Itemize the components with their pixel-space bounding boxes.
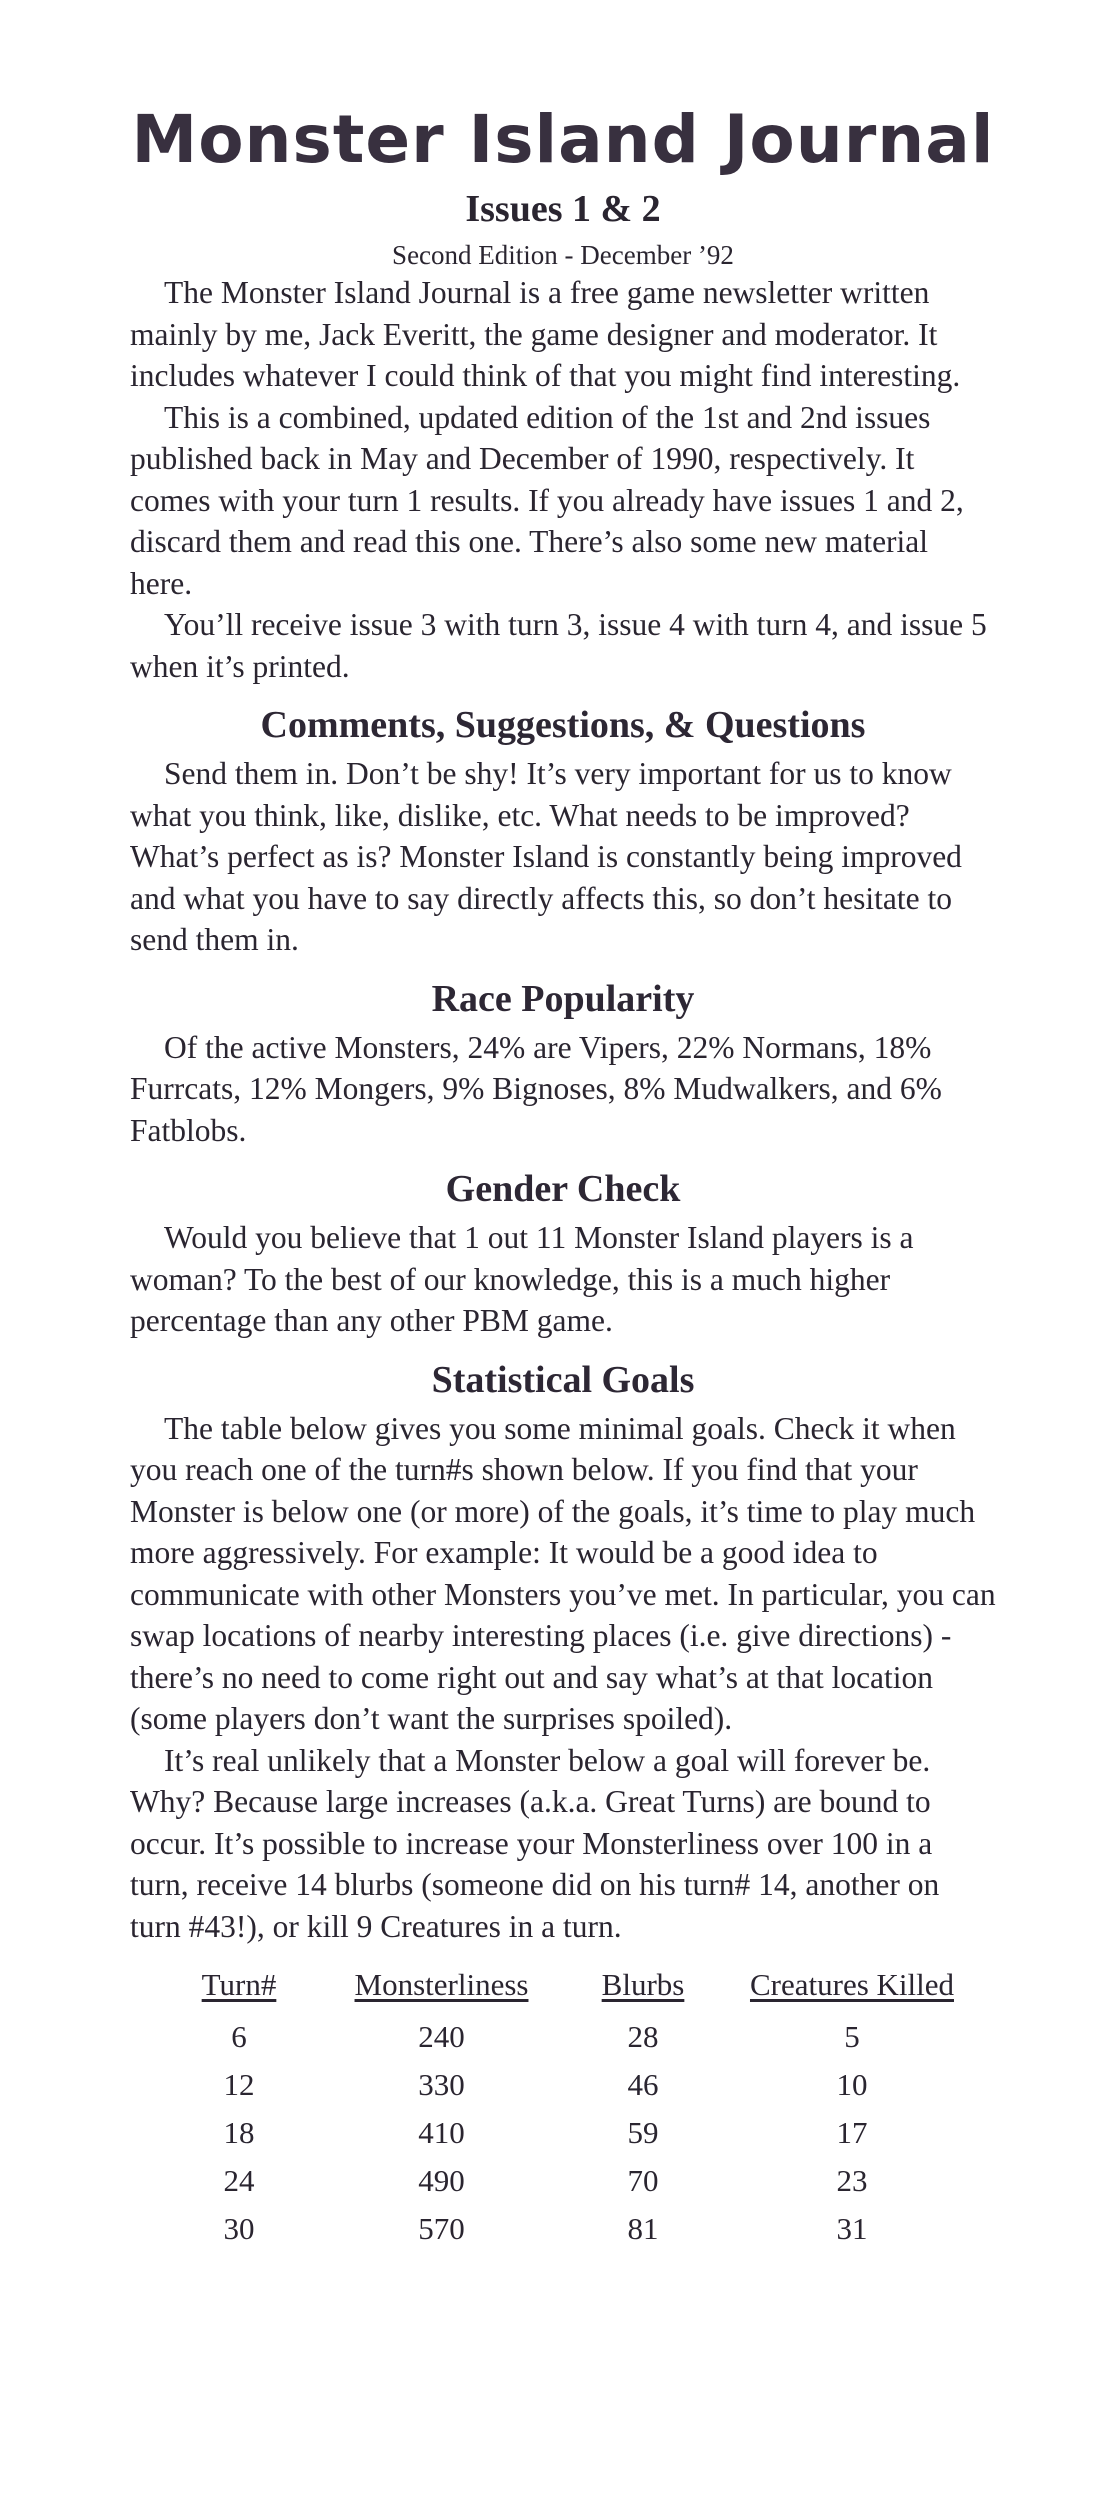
edition-line: Second Edition - December ’92 [392, 240, 734, 270]
table-cell: 570 [418, 2211, 465, 2246]
table-cell: 59 [627, 2115, 659, 2150]
table-cell: 28 [627, 2019, 659, 2054]
table-cell: 30 [223, 2211, 255, 2246]
column-header-creatures-killed: Creatures Killed [749, 1967, 954, 2002]
table-cell: 330 [418, 2067, 465, 2102]
newsletter-page [130, 100, 996, 2253]
table-cell: 10 [836, 2067, 868, 2102]
table-row [164, 2109, 987, 2157]
goals-table [164, 1965, 987, 2253]
gender-check-paragraph: Would you believe that 1 out 11 Monster Island players is a woman? To the best of our knowledge, this is a much higher percentage than any other PBM game. [130, 1220, 914, 1338]
intro-paragraph-2: This is a combined, updated edition of the 1st and 2nd issues published back in May and December of 1990, respectively. It comes with your turn 1 results. If you already have issues 1 and 2, discard them and read this one. There’s also some new material here. [130, 399, 964, 601]
race-popularity-heading: Race Popularity [431, 977, 695, 1020]
table-cell: 490 [418, 2163, 465, 2198]
table-cell: 81 [627, 2211, 659, 2246]
column-header-monsterliness: Monsterliness [354, 1967, 529, 2002]
statistical-goals-paragraph-1: The table below gives you some minimal goals. Check it when you reach one of the turn#s shown below. If you find that your Monster is below one (or more) of the goals, it’s time to play much more aggressively. For example: It would be a good idea to communicate with other Monsters you’ve met. In particular, you can swap locations of nearby interesting places (i.e. give directions) - there’s no need to come right out and say what’s at that location (some players don’t want the surprises spoiled). [130, 1410, 996, 1736]
masthead-title: Monster Island Journal [131, 101, 995, 178]
intro-paragraph-1: The Monster Island Journal is a free game newsletter written mainly by me, Jack Everitt, the game designer and moderator. It includes whatever I could think of that you might find interesting. [130, 275, 961, 393]
table-cell: 46 [627, 2067, 659, 2102]
comments-heading: Comments, Suggestions, & Questions [260, 704, 866, 746]
intro-paragraph-3: You’ll receive issue 3 with turn 3, issue 4 with turn 4, and issue 5 when it’s printed. [130, 607, 987, 684]
table-cell: 12 [223, 2067, 255, 2102]
statistical-goals-heading: Statistical Goals [431, 1358, 695, 1401]
gender-check-heading: Gender Check [445, 1168, 681, 1210]
table-row [164, 2157, 987, 2205]
column-header-turn: Turn# [201, 1967, 277, 2002]
table-row [164, 2205, 987, 2253]
issues-heading: Issues 1 & 2 [465, 188, 661, 230]
goals-table-header-row [164, 1965, 987, 2013]
comments-paragraph: Send them in. Don’t be shy! It’s very important for us to know what you think, like, dislike, etc. What needs to be improved? What’s perfect as is? Monster Island is constantly being improved and what you have to say directly affects this, so don’t hesitate to send them in. [130, 756, 962, 957]
table-cell: 17 [836, 2115, 868, 2150]
table-cell: 410 [418, 2115, 465, 2150]
statistical-goals-paragraph-2: It’s real unlikely that a Monster below a goal will forever be. Why? Because large increases (a.k.a. Great Turns) are bound to occur. It’s possible to increase your Monsterliness over 100 in a turn, receive 14 blurbs (someone did on his turn# 14, another on turn #43!), or kill 9 Creatures in a turn. [130, 1742, 940, 1944]
column-header-blurbs: Blurbs [601, 1967, 685, 2002]
table-cell: 5 [844, 2019, 860, 2054]
table-row [164, 2061, 987, 2109]
table-cell: 240 [418, 2019, 465, 2054]
table-cell: 24 [223, 2163, 255, 2198]
table-cell: 31 [836, 2211, 868, 2246]
table-cell: 18 [223, 2115, 255, 2150]
table-cell: 23 [836, 2163, 868, 2198]
table-cell: 6 [231, 2019, 247, 2054]
race-popularity-paragraph: Of the active Monsters, 24% are Vipers, 22% Normans, 18% Furrcats, 12% Mongers, 9% Bignoses, 8% Mudwalkers, and 6% Fatblobs. [130, 1029, 942, 1148]
table-row [164, 2013, 987, 2061]
table-cell: 70 [627, 2163, 659, 2198]
